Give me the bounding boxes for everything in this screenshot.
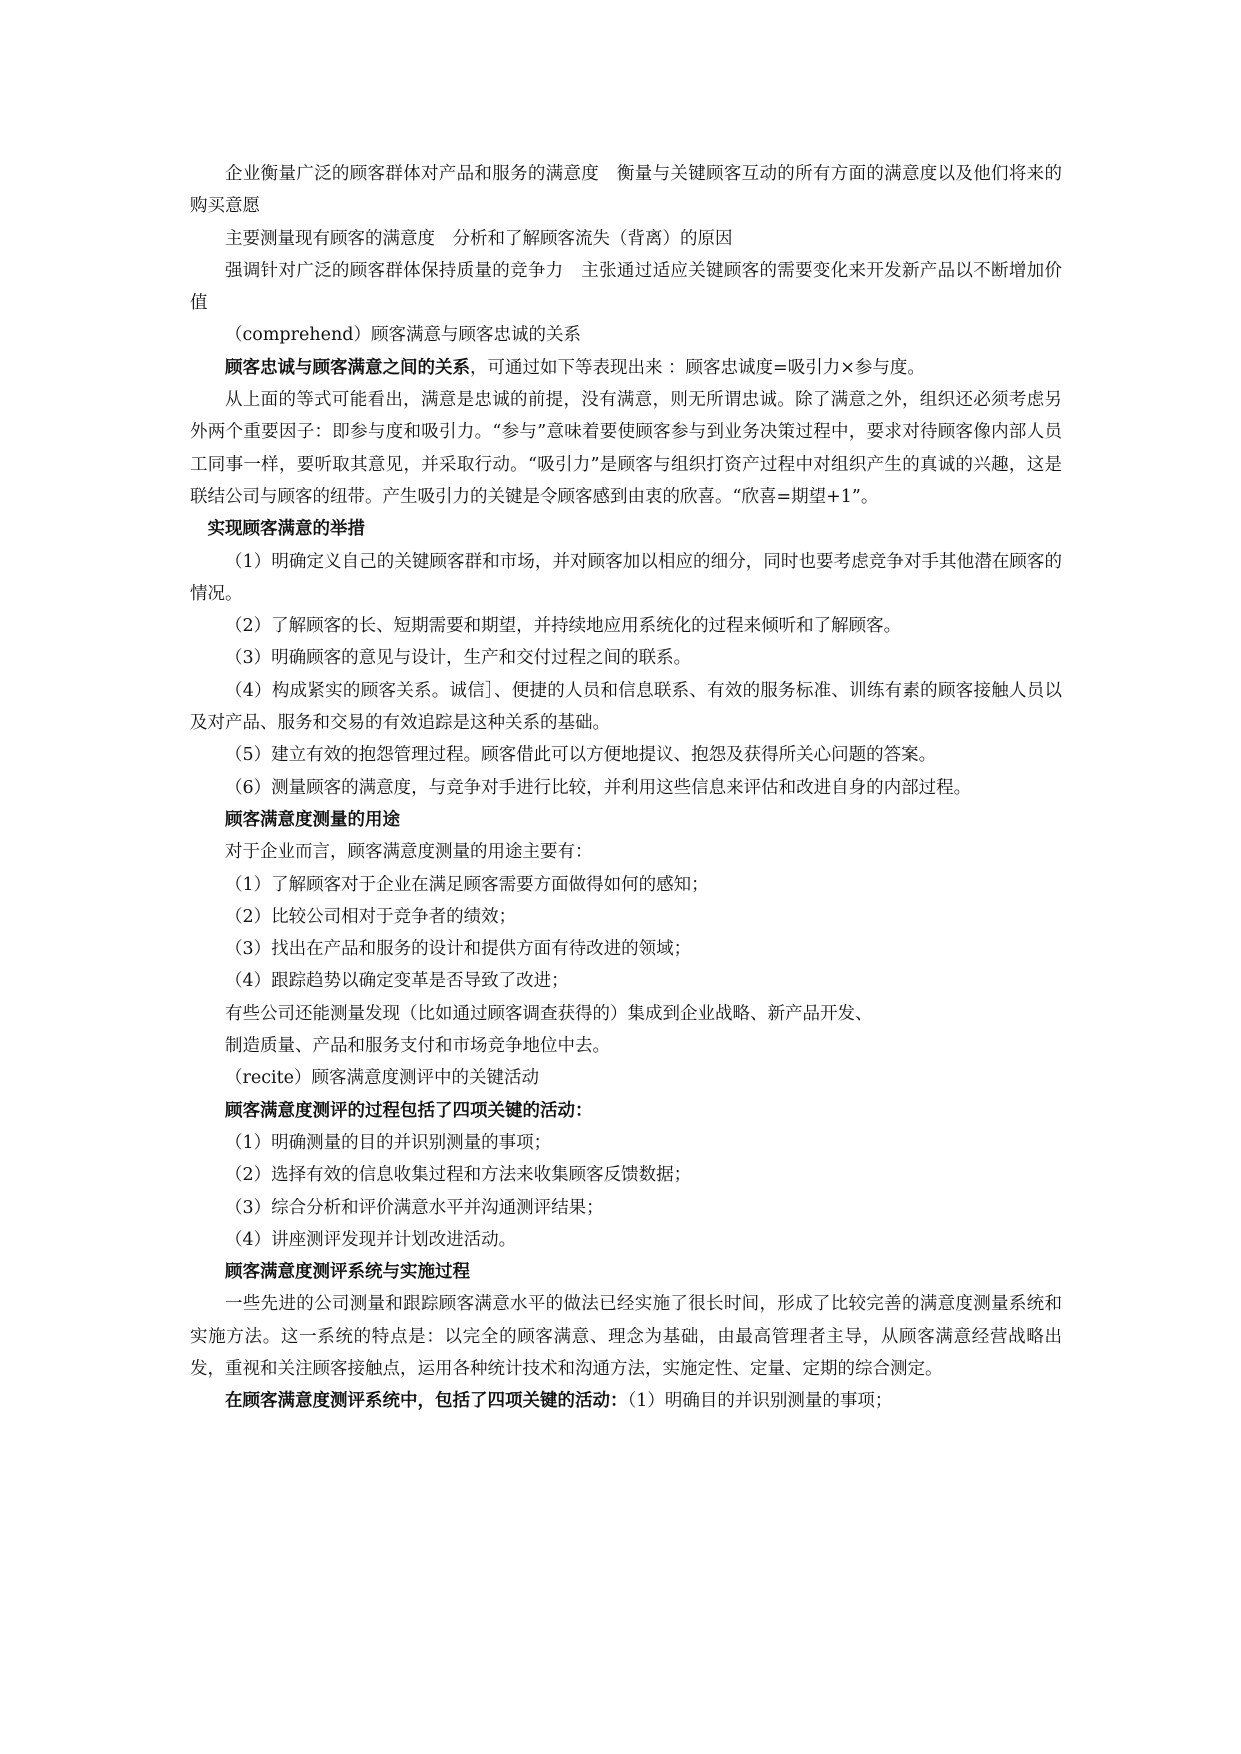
paragraph-p14 (190, 804, 1062, 836)
paragraph-p3 (190, 255, 1062, 320)
body-text: （2）比较公司相对于竞争者的绩效； (225, 906, 517, 927)
bold-text: 实现顾客满意的举措 (207, 519, 365, 540)
bold-text: 顾客满意度测评的过程包括了四项关键的活动： (225, 1100, 593, 1121)
paragraph-p4 (190, 319, 1062, 351)
paragraph-p16 (190, 869, 1062, 901)
paragraph-p30 (190, 1385, 1062, 1417)
body-text: （1）明确测量的目的并识别测量的事项； (225, 1132, 552, 1153)
body-text: （3）找出在产品和服务的设计和提供方面有待改进的领域； (225, 939, 692, 960)
paragraph-p28 (190, 1256, 1062, 1288)
paragraph-p10 (190, 642, 1062, 674)
paragraph-p19 (190, 965, 1062, 997)
body-text: （1）明确定义自己的关键顾客群和市场，并对顾客加以相应的细分，同时也要考虑竞争对手其他潜在顾客的情况。 (190, 551, 1062, 604)
bold-text: 顾客忠诚与顾客满意之间的关系 (225, 357, 470, 378)
bold-text: 顾客满意度测评系统与实施过程 (225, 1262, 470, 1283)
paragraph-p22 (190, 1062, 1062, 1094)
paragraph-p5 (190, 352, 1062, 384)
body-text: （4）跟踪趋势以确定变革是否导致了改进； (225, 971, 569, 992)
paragraph-p15 (190, 836, 1062, 868)
body-text: 主要测量现有顾客的满意度 分析和了解顾客流失（背离）的原因 (225, 228, 733, 249)
paragraph-p27 (190, 1224, 1062, 1256)
paragraph-p12 (190, 739, 1062, 771)
paragraph-p21 (190, 1030, 1062, 1062)
paragraph-p6 (190, 384, 1062, 513)
bold-text: 在顾客满意度测评系统中，包括了四项关键的活动： (225, 1391, 628, 1412)
paragraph-p13 (190, 772, 1062, 804)
body-text: 对于企业而言，顾客满意度测量的用途主要有： (225, 842, 593, 863)
body-text: 企业衡量广泛的顾客群体对产品和服务的满意度 衡量与关键顾客互动的所有方面的满意度以及他们将来的购买意愿 (190, 164, 1062, 217)
body-text: （1）了解顾客对于企业在满足顾客需要方面做得如何的感知； (225, 874, 709, 895)
body-text: 有些公司还能测量发现（比如通过顾客调查获得的）集成到企业战略、新产品开发、 (225, 1003, 873, 1024)
paragraph-p20 (190, 998, 1062, 1030)
body-text: （1）明确目的并识别测量的事项； (627, 1391, 893, 1412)
paragraph-p18 (190, 933, 1062, 965)
body-text: （2）了解顾客的长、短期需要和期望，并持续地应用系统化的过程来倾听和了解顾客。 (225, 616, 902, 637)
paragraph-p24 (190, 1127, 1062, 1159)
paragraph-p9 (190, 610, 1062, 642)
paragraph-p26 (190, 1192, 1062, 1224)
paragraph-p1 (190, 158, 1062, 223)
paragraph-p7 (190, 513, 1062, 545)
body-text: （3）综合分析和评价满意水平并沟通测评结果； (225, 1197, 604, 1218)
document-page (190, 158, 1062, 1418)
body-text: 强调针对广泛的顾客群体保持质量的竞争力 主张通过适应关键顾客的需要变化来开发新产品以不断增加价值 (190, 260, 1062, 314)
body-text: 一些先进的公司测量和跟踪顾客满意水平的做法已经实施了很长时间，形成了比较完善的满意度测量系统和实施方法。这一系统的特点是：以完全的顾客满意、理念为基础，由最高管理者主导，从顾客满意经营战略出发，重视和关注顾客接触点，运用各种统计技术和沟通方法，实施定性、定量、定期的综合测定。 (190, 1294, 1062, 1379)
body-text: 制造质量、产品和服务支付和市场竞争地位中去。 (225, 1036, 610, 1057)
body-text: （5）建立有效的抱怨管理过程。顾客借此可以方便地提议、抱怨及获得所关心问题的答案。 (225, 745, 937, 766)
body-text: （3）明确顾客的意见与设计，生产和交付过程之间的联系。 (225, 648, 692, 669)
body-text: （6）测量顾客的满意度，与竞争对手进行比较，并利用这些信息来评估和改进自身的内部过程。 (225, 777, 972, 798)
body-text: （comprehend）顾客满意与顾客忠诚的关系 (225, 325, 581, 346)
bold-text: 顾客满意度测量的用途 (225, 809, 400, 830)
paragraph-p17 (190, 901, 1062, 933)
paragraph-p2 (190, 223, 1062, 255)
paragraph-p25 (190, 1159, 1062, 1191)
body-text: （recite）顾客满意度测评中的关键活动 (225, 1068, 540, 1089)
paragraph-p8 (190, 546, 1062, 611)
paragraph-p23 (190, 1095, 1062, 1127)
body-text: ，可通过如下等表现出来 ：顾客忠诚度=吸引力×参与度。 (470, 357, 925, 378)
body-text: （2）选择有效的信息收集过程和方法来收集顾客反馈数据； (225, 1165, 692, 1186)
body-text: （4）讲座测评发现并计划改进活动。 (225, 1229, 517, 1250)
paragraph-p29 (190, 1288, 1062, 1385)
paragraph-p11 (190, 675, 1062, 740)
body-text: （4）构成紧实的顾客关系。诚信］、便捷的人员和信息联系、有效的服务标准、训练有素的顾客接触人员以及对产品、服务和交易的有效追踪是这种关系的基础。 (190, 680, 1062, 734)
body-text: 从上面的等式可能看出，满意是忠诚的前提，没有满意，则无所谓忠诚。除了满意之外，组织还必须考虑另外两个重要因子：即参与度和吸引力。“参与”意味着要使顾客参与到业务决策过程中，要求对待顾客像内部人员工同事一样，要听取其意见，并采取行动。“吸引力”是顾客与组织打资产过程中对组织产生的真诚的兴趣，这是联结公司与顾客的纽带。产生吸引力的关键是令顾客感到由衷的欣喜。“欣喜=期望+1”。 (190, 390, 1062, 507)
